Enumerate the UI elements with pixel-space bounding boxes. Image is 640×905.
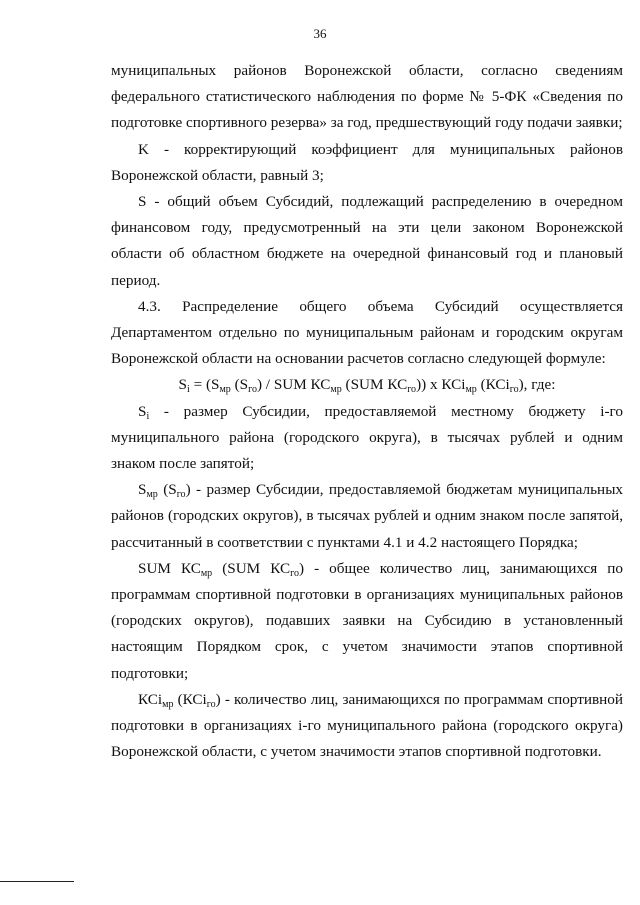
formula-subscript: го: [407, 384, 417, 396]
paragraph-si-definition: [111, 399, 623, 478]
formula-part: ), где:: [518, 376, 556, 394]
definition-text: ) - размер Субсидии, предоставляемой бюджетам муниципальных районов (городских округов), в тысячах рублей и одним знаком после запятой, рассчитанный в соответствии с пунктами 4.1 и 4.2 настоящего Порядка;: [111, 481, 623, 551]
term-subscript: го: [290, 567, 299, 579]
formula-subscript: го: [248, 384, 257, 396]
term-subscript: мр: [162, 698, 174, 710]
formula-part: S: [178, 376, 187, 394]
formula-part: (S: [230, 376, 249, 394]
paragraph-sum-ks-definition: [111, 556, 623, 687]
formula-part: )) x КСi: [416, 376, 466, 394]
paragraph-ksi-definition: [111, 687, 623, 766]
paragraph-continuation: муниципальных районов Воронежской области, согласно сведениям федерального статистического наблюдения по форме № 5-ФК «Сведения по подготовке спортивного резерва» за год, предшествующий году подачи заявки;: [111, 62, 623, 132]
definition-text: - размер Субсидии, предоставляемой местному бюджету i-го муниципального района (городского округа), в тысячах рублей и одним знаком после запятой;: [111, 402, 623, 473]
formula-subscript: i: [187, 384, 190, 396]
term: S: [138, 402, 147, 420]
term: (S: [157, 481, 177, 499]
formula-part: (SUM КС: [341, 376, 408, 394]
term-subscript: го: [206, 698, 216, 710]
term: (SUM КС: [212, 559, 291, 577]
term: S: [138, 481, 147, 499]
paragraph-smr-definition: [111, 477, 623, 556]
formula-part: (КСi: [476, 376, 510, 394]
formula-subscript: мр: [465, 384, 477, 396]
paragraph-k-definition: K - корректирующий коэффициент для муниципальных районов Воронежской области, равный 3;: [111, 140, 623, 184]
term-subscript: мр: [200, 567, 213, 579]
term-subscript: го: [176, 489, 186, 501]
footnote-separator: [0, 881, 74, 882]
formula-part: = (S: [189, 376, 220, 394]
term-subscript: мр: [146, 489, 158, 501]
definition-text: ) - количество лиц, занимающихся по программам спортивной подготовки в организациях i-го муниципального района (городского округа) Воронежской области, с учетом значимости этапов спортивной подготовки.: [111, 690, 623, 761]
formula: [111, 372, 623, 398]
formula-subscript: мр: [330, 384, 342, 396]
formula-part: ) / SUM КС: [256, 376, 331, 394]
term: (КСi: [173, 690, 207, 708]
definition-text: ) - общее количество лиц, занимающихся по программам спортивной подготовки в организациях муниципальных районов (городских округов), подавших заявки на Субсидию в установленный настоящим Порядком срок, с учетом значимости этапов спортивной подготовки;: [111, 559, 623, 682]
paragraph-s-definition: S - общий объем Субсидий, подлежащий распределению в очередном финансовом году, предусмотренный на эти цели законом Воронежской области об областном бюджете на очередной финансовый год и плановый период.: [111, 193, 623, 289]
formula-subscript: го: [509, 384, 519, 396]
page-number: 36: [313, 26, 327, 41]
term-subscript: i: [146, 410, 150, 422]
paragraph-4-3: 4.3. Распределение общего объема Субсидий осуществляется Департаментом отдельно по муниципальным районам и городским округам Воронежской области на основании расчетов согласно следующей формуле:: [111, 297, 623, 368]
document-body: [111, 58, 623, 765]
formula-subscript: мр: [219, 384, 231, 396]
term: SUM КС: [138, 559, 201, 577]
term: КСi: [138, 690, 163, 708]
